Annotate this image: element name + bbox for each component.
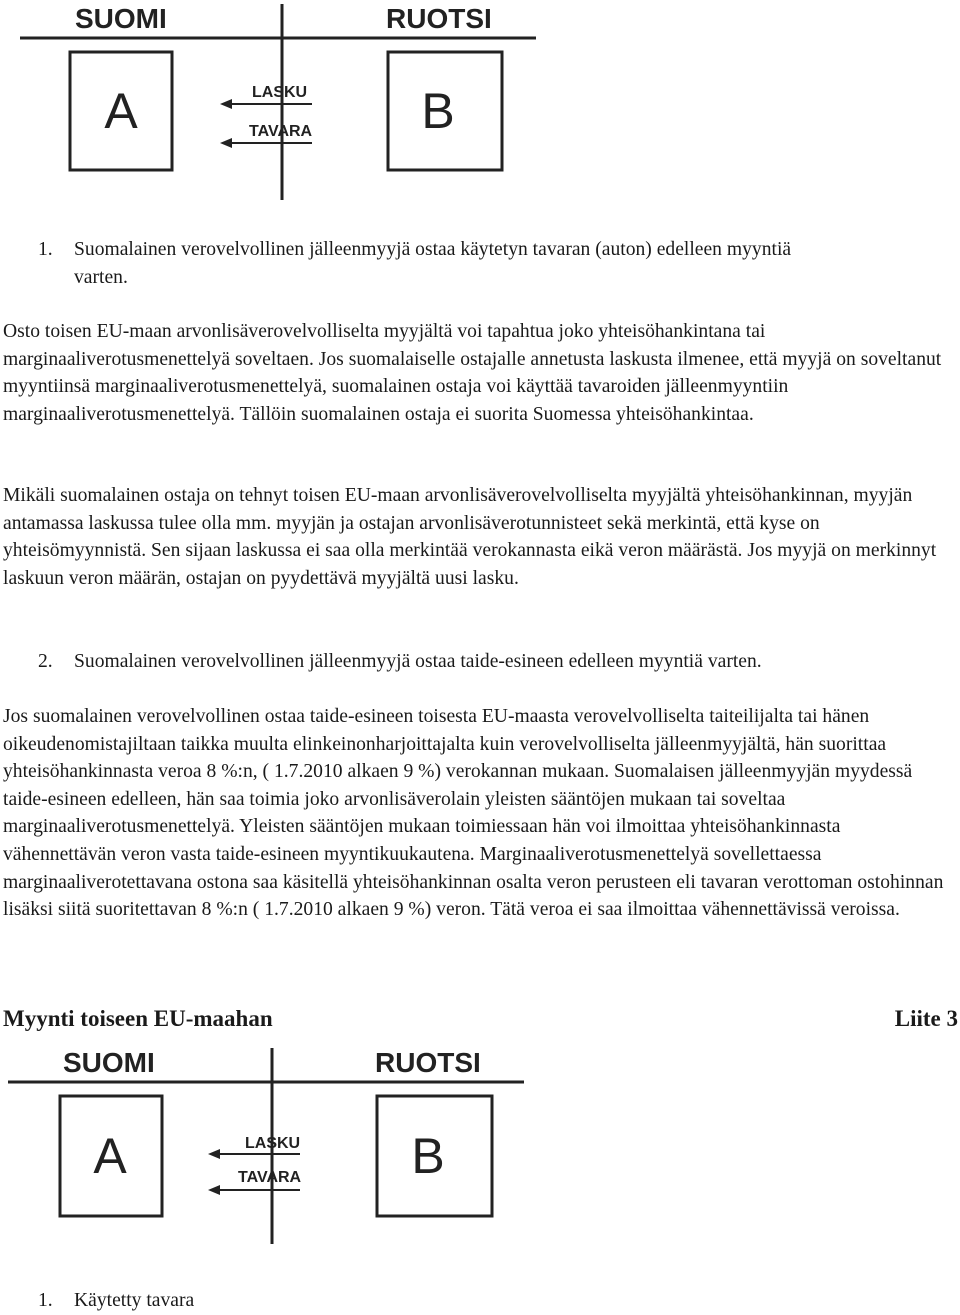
list-item-2 (38, 648, 762, 676)
arrow-label-lasku: LASKU (245, 1135, 301, 1152)
arrowhead-lasku (208, 1149, 220, 1159)
arrowhead-lasku (220, 99, 232, 109)
list-item-text: Suomalainen verovelvollinen jälleenmyyjä ostaa taide-esineen edelleen myyntiä varten. (74, 651, 762, 672)
list-number: 2. (38, 651, 53, 672)
section-heading (3, 1004, 958, 1034)
list-item-1 (38, 236, 791, 264)
list-item-text: Suomalainen verovelvollinen jälleenmyyjä ostaa käytetyn tavaran (auton) edelleen myyntiä (74, 239, 792, 260)
arrow-label-lasku: LASKU (252, 84, 308, 101)
flow-diagram-bottom (0, 1040, 560, 1245)
paragraph-purchase-from-eu: Osto toisen EU-maan arvonlisäverovelvolliselta myyjältä voi tapahtua joko yhteisöhankintana tai marginaaliverotusmenettelyä soveltaen. Jos suomalaiselle ostajalle annetusta laskusta ilmenee, että myyjä on soveltanut myyntiinsä marginaaliverotusmenettelyä, suomalainen ostaja voi käyttää tavaroiden jälleenmyyntiin marginaaliverotusmenettelyä. Tällöin suomalainen ostaja ei suorita Suomessa yhteisöhankintaa. (3, 321, 942, 425)
list-number: 1. (38, 239, 53, 260)
party-label-b: B (421, 83, 455, 139)
party-label-a: A (93, 1128, 127, 1184)
country-label-ruotsi: RUOTSI (375, 1047, 481, 1078)
paragraph-art-object: Jos suomalainen verovelvollinen ostaa taide-esineen toisesta EU-maasta verovelvolliselta taiteilijalta tai hänen oikeudenomistajiltaan taikka muulta elinkeinonharjoittajalta kuin verovelvolliselta jälleenmyyjältä, hän suorittaa yhteisöhankinnasta veroa 8 %:n, ( 1.7.2010 alkaen 9 %) verokannan mukaan. Suomalaisen jälleenmyyjän myydessä taide-esineen edelleen, hän saa toimia joko arvonlisäverolain yleisten sääntöjen mukaan tai soveltaa marginaaliverotusmenettelyä. Yleisten sääntöjen mukaan toimiessaan hän voi ilmoittaa yhteisöhankinnasta vähennettävän veron vasta taide-esineen myyntikuukautena. Marginaaliverotusmenettelyä sovellettaessa marginaaliverotettavana ostona saa käsitellä yhteisöhankinnan osalta veron perusteen eli tavaran verottoman ostohinnan lisäksi siitä suoritettavan 8 %:n ( 1.7.2010 alkaen 9 %) veron. Tätä veroa ei saa ilmoittaa vähennettävissä veroissa. (3, 706, 944, 921)
party-label-b: B (411, 1128, 445, 1184)
flow-diagram-top (0, 0, 560, 205)
arrow-label-tavara: TAVARA (238, 1169, 302, 1186)
appendix-label: Liite 3 (894, 1006, 958, 1031)
country-label-suomi: SUOMI (63, 1047, 155, 1078)
arrowhead-tavara (208, 1185, 220, 1195)
list-item-text: Käytetty tavara (74, 1290, 195, 1311)
country-label-suomi: SUOMI (75, 3, 167, 34)
arrowhead-tavara (220, 138, 232, 148)
paragraph-community-acquisition: Mikäli suomalainen ostaja on tehnyt toisen EU-maan arvonlisäverovelvolliselta myyjältä yhteisöhankinnan, myyjän antamassa laskussa tulee olla mm. myyjän ja ostajan arvonlisäverotunnisteet sekä merkintä, että kyse on yhteisömyynnistä. Sen sijaan laskussa ei saa olla merkintää verokannasta eikä veron määrästä. Jos myyjä on merkinnyt laskuun veron määrän, ostajan on pyydettävä myyjältä uusi lasku. (3, 485, 937, 589)
list-item-1-continuation: varten. (74, 267, 128, 288)
list-number: 1. (38, 1290, 53, 1311)
country-label-ruotsi: RUOTSI (386, 3, 492, 34)
party-label-a: A (104, 83, 138, 139)
section-title: Myynti toiseen EU-maahan (3, 1006, 273, 1031)
list-item-used-goods (38, 1287, 194, 1315)
arrow-label-tavara: TAVARA (249, 123, 313, 140)
